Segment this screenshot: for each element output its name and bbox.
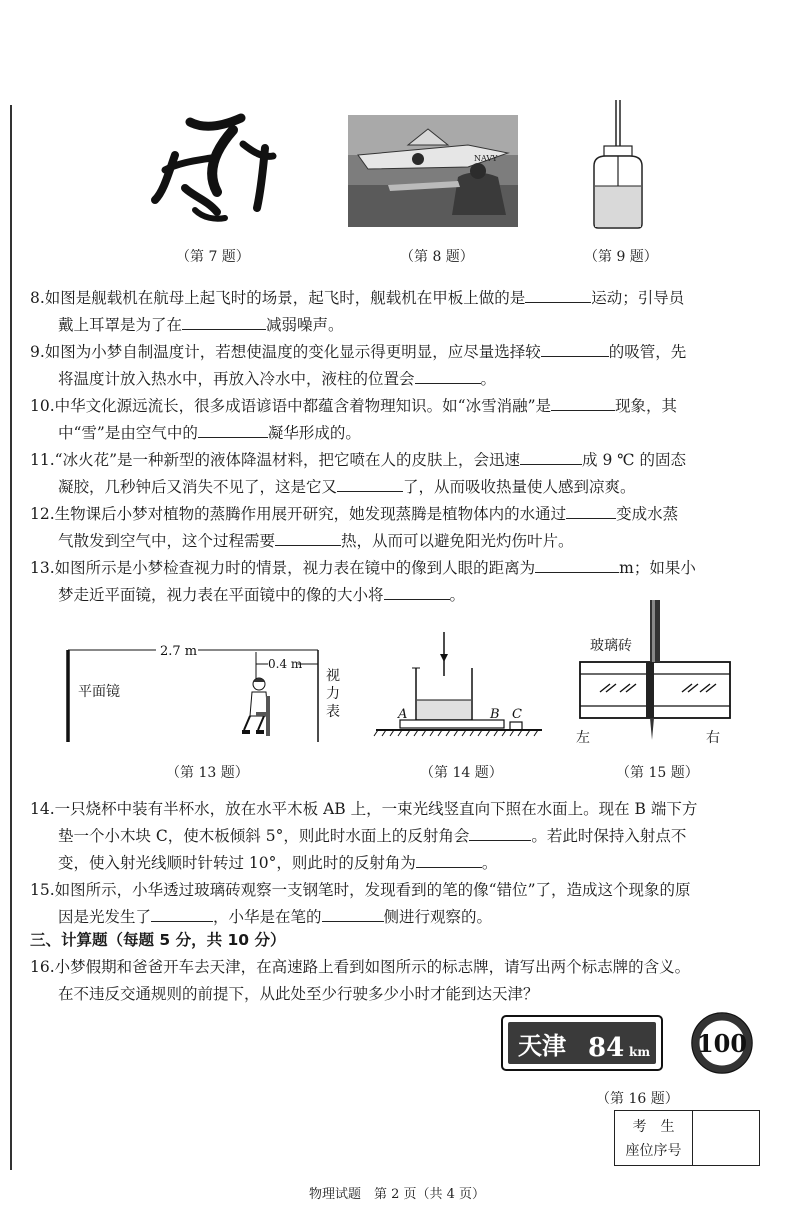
q13-text-4: 。 xyxy=(449,586,466,604)
q16-text-1: 16.小梦假期和爸爸开车去天津，在高速路上看到如图所示的标志牌，请写出两个标志牌的含义。 xyxy=(30,958,691,976)
q16-text-2: 在不违反交通规则的前提下，从此处至少行驶多少小时才能到达天津？ xyxy=(58,985,539,1003)
q11-blank-1 xyxy=(520,448,582,465)
q15-blank-2 xyxy=(322,905,384,922)
vision-test-figure xyxy=(60,638,340,750)
caption-q16: （第 16 题） xyxy=(596,1091,679,1107)
q14-text-3: 。若此时保持入射点不 xyxy=(531,827,687,845)
calligraphy-figure xyxy=(145,100,285,230)
seat-label-line-1: 考 生 xyxy=(632,1119,675,1135)
q8-blank-2 xyxy=(182,313,266,330)
question-11 xyxy=(30,447,770,501)
beaker-figure xyxy=(372,632,548,747)
q8-text-3: 戴上耳罩是为了在 xyxy=(58,316,183,334)
q13-blank-2 xyxy=(384,583,450,600)
q15-blank-1 xyxy=(151,905,213,922)
label-a: A xyxy=(398,707,408,722)
q15-text-2: 因是光发生了 xyxy=(58,908,152,926)
caption-q13: （第 13 题） xyxy=(166,765,249,781)
label-c: C xyxy=(512,707,522,722)
caption-q9: （第 9 题） xyxy=(584,249,658,265)
q14-text-4: 变，使入射光线顺时针转过 10°，则此时的反射角为 xyxy=(58,854,416,872)
navy-text: NAVY xyxy=(474,154,498,163)
aircraft-carrier-photo xyxy=(348,115,518,227)
q14-text-2: 垫一个小木块 C，使木板倾斜 5°，则此时水面上的反射角会 xyxy=(58,827,470,845)
q9-blank-2 xyxy=(415,367,481,384)
question-12 xyxy=(30,501,770,555)
q12-text-2: 变成水蒸 xyxy=(616,505,679,523)
q10-text-1: 10.中华文化源远流长，很多成语谚语中都蕴含着物理知识。如“冰雪消融”是 xyxy=(30,397,552,415)
q9-text-4: 。 xyxy=(480,370,497,388)
question-16 xyxy=(30,954,770,1008)
q11-text-3: 凝胶，几秒钟后又消失不见了，这是它又 xyxy=(58,478,338,496)
question-8 xyxy=(30,285,770,339)
caption-q14: （第 14 题） xyxy=(420,765,503,781)
seat-number-box xyxy=(614,1110,760,1166)
chart-label-2: 力 xyxy=(326,686,340,702)
mirror-label: 平面镜 xyxy=(78,684,120,700)
seat-number-label xyxy=(615,1111,693,1165)
page-footer: 物理试题 第 2 页（共 4 页） xyxy=(308,1187,486,1202)
q11-blank-2 xyxy=(337,475,403,492)
q8-blank-1 xyxy=(525,286,591,303)
dist-short-label: 0.4 m xyxy=(268,657,303,671)
q13-text-2: m；如果小 xyxy=(619,559,696,577)
distance-sign xyxy=(502,1016,662,1070)
seated-person-icon xyxy=(242,678,270,736)
q10-blank-2 xyxy=(198,421,268,438)
q10-blank-1 xyxy=(551,394,615,411)
q8-text-2: 运动；引导员 xyxy=(591,289,685,307)
q14-text-1: 14.一只烧杯中装有半杯水，放在水平木板 AB 上，一束光线竖直向下照在水面上。现在 B 端下方 xyxy=(30,800,698,818)
left-label: 左 xyxy=(576,730,590,746)
q12-blank-2 xyxy=(275,529,341,546)
q13-blank-1 xyxy=(535,556,619,573)
q9-text-2: 的吸管，先 xyxy=(608,343,687,361)
right-label: 右 xyxy=(706,730,720,746)
road-signs xyxy=(500,1012,764,1076)
section-three-heading: 三、计算题（每题 5 分，共 10 分） xyxy=(30,931,286,949)
sign-city: 天津 xyxy=(518,1031,566,1060)
q12-blank-1 xyxy=(566,502,616,519)
q15-text-4: 侧进行观察的。 xyxy=(383,908,493,926)
q8-text-1: 8.如图是舰载机在航母上起飞时的场景，起飞时，舰载机在甲板上做的是 xyxy=(30,289,526,307)
q13-text-3: 梦走近平面镜，视力表在平面镜中的像的大小将 xyxy=(58,586,384,604)
label-b: B xyxy=(490,707,500,722)
speed-limit-sign xyxy=(692,1013,752,1073)
q9-text-3: 将温度计放入热水中，再放入冷水中，液柱的位置会 xyxy=(58,370,415,388)
q12-text-1: 12.生物课后小梦对植物的蒸腾作用展开研究，她发现蒸腾是植物体内的水通过 xyxy=(30,505,567,523)
speed-limit-value: 100 xyxy=(696,1029,748,1058)
q15-text-1: 15.如图所示，小华透过玻璃砖观察一支钢笔时，发现看到的笔的像“错位”了，造成这个现象的原 xyxy=(30,881,691,899)
q12-text-3: 气散发到空气中，这个过程需要 xyxy=(58,532,276,550)
q15-text-3: ，小华是在笔的 xyxy=(213,908,322,926)
question-9 xyxy=(30,339,770,393)
q8-text-4: 减弱噪声。 xyxy=(266,316,344,334)
glass-label: 玻璃砖 xyxy=(590,638,632,654)
binding-margin-line xyxy=(10,105,12,1170)
q10-text-4: 凝华形成的。 xyxy=(267,424,361,442)
sign-unit: km xyxy=(629,1045,651,1059)
caption-q7: （第 7 题） xyxy=(176,249,250,265)
q14-text-5: 。 xyxy=(481,854,498,872)
glass-brick-figure xyxy=(570,600,750,748)
dist-total-label: 2.7 m xyxy=(160,644,198,659)
sign-distance: 84 xyxy=(588,1033,625,1063)
q11-text-2: 成 9 ℃ 的固态 xyxy=(582,451,686,469)
bottle-thermometer-figure xyxy=(580,100,652,232)
q9-text-1: 9.如图为小梦自制温度计，若想使温度的变化显示得更明显，应尽量选择较 xyxy=(30,343,541,361)
q9-blank-1 xyxy=(541,340,609,357)
q14-blank-1 xyxy=(469,824,531,841)
caption-q8: （第 8 题） xyxy=(400,249,474,265)
q11-text-4: 了，从而吸收热量使人感到凉爽。 xyxy=(403,478,636,496)
chart-label-1: 视 xyxy=(326,668,340,684)
question-15 xyxy=(30,877,770,931)
q10-text-2: 现象，其 xyxy=(615,397,678,415)
question-14 xyxy=(30,796,770,877)
q12-text-4: 热，从而可以避免阳光灼伤叶片。 xyxy=(341,532,574,550)
chart-label-3: 表 xyxy=(326,704,340,720)
q14-blank-2 xyxy=(416,851,482,868)
seat-label-line-2: 座位序号 xyxy=(625,1143,682,1159)
question-10 xyxy=(30,393,770,447)
q10-text-3: 中“雪”是由空气中的 xyxy=(58,424,198,442)
q11-text-1: 11.“冰火花”是一种新型的液体降温材料，把它喷在人的皮肤上，会迅速 xyxy=(30,451,521,469)
q13-text-1: 13.如图所示是小梦检查视力时的情景，视力表在镜中的像到人眼的距离为 xyxy=(30,559,536,577)
caption-q15: （第 15 题） xyxy=(616,765,699,781)
